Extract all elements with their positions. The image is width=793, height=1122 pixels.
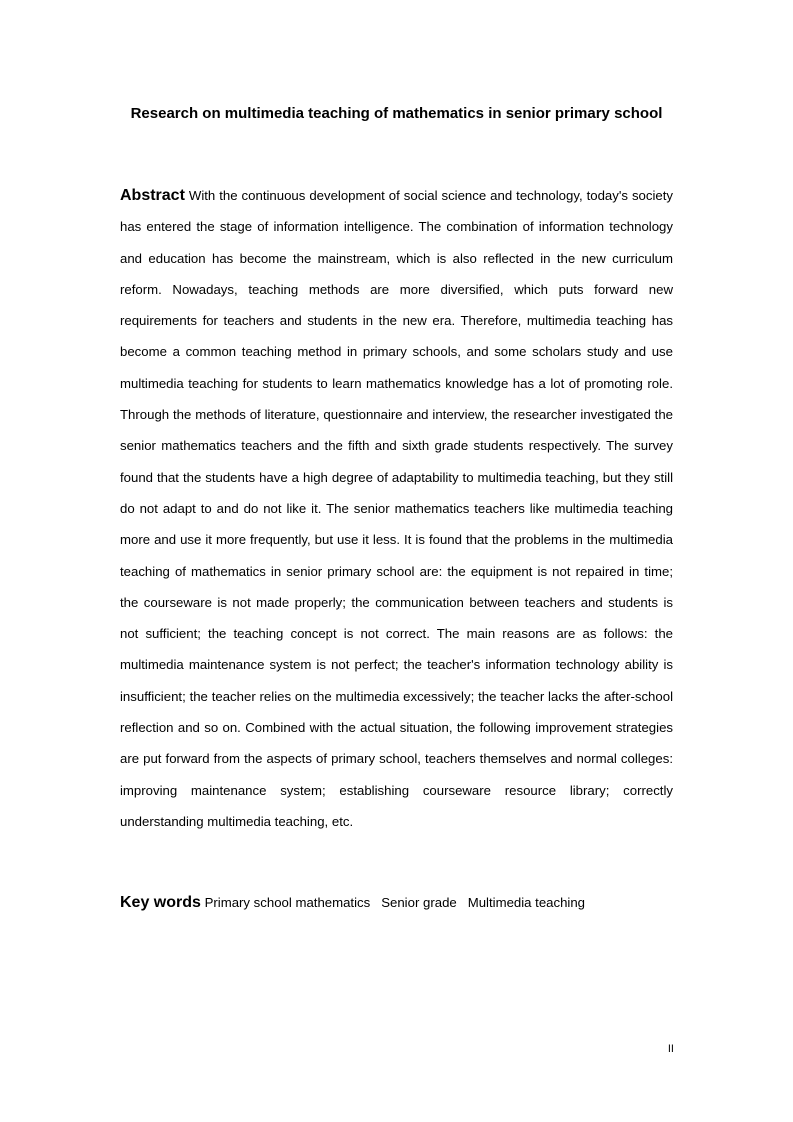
abstract-label: Abstract [120, 187, 185, 204]
keyword-item: Senior grade [381, 895, 457, 910]
abstract-text: With the continuous development of social science and technology, today's society has entered the stage of information intelligence. The combination of information technology and education has become the mainstream, which is also reflected in the new curriculum reform. Nowadays, teaching methods are more diversified, which puts forward new requirements for teachers and students in the new era. Therefore, multimedia teaching has become a common teaching method in primary schools, and some scholars study and use multimedia teaching for students to learn mathematics knowledge has a lot of promoting role. Through the methods of literature, questionnaire and interview, the researcher investigated the senior mathematics teachers and the fifth and sixth grade students respectively. The survey found that the students have a high degree of adaptability to multimedia teaching, but they still do not adapt to and do not like it. The senior mathematics teachers like multimedia teaching more and use it more frequently, but use it less. It is found that the problems in the multimedia teaching of mathematics in senior primary school are: the equipment is not repaired in time; the courseware is not made properly; the communication between teachers and students is not sufficient; the teaching concept is not correct. The main reasons are as follows: the multimedia maintenance system is not perfect; the teacher's information technology ability is insufficient; the teacher relies on the multimedia excessively; the teacher lacks the after-school reflection and so on. Combined with the actual situation, the following improvement strategies are put forward from the aspects of primary school, teachers themselves and normal colleges: improving maintenance system; establishing courseware resource library; correctly understanding multimedia teaching, etc. [120, 188, 673, 829]
keyword-item: Primary school mathematics [204, 895, 371, 910]
keywords-label: Key words [120, 894, 201, 911]
keywords-line [120, 888, 673, 918]
keyword-item: Multimedia teaching [467, 895, 586, 910]
abstract-paragraph [120, 180, 673, 837]
paper-title: Research on multimedia teaching of mathematics in senior primary school [130, 105, 663, 122]
page-number: II [667, 1043, 674, 1055]
